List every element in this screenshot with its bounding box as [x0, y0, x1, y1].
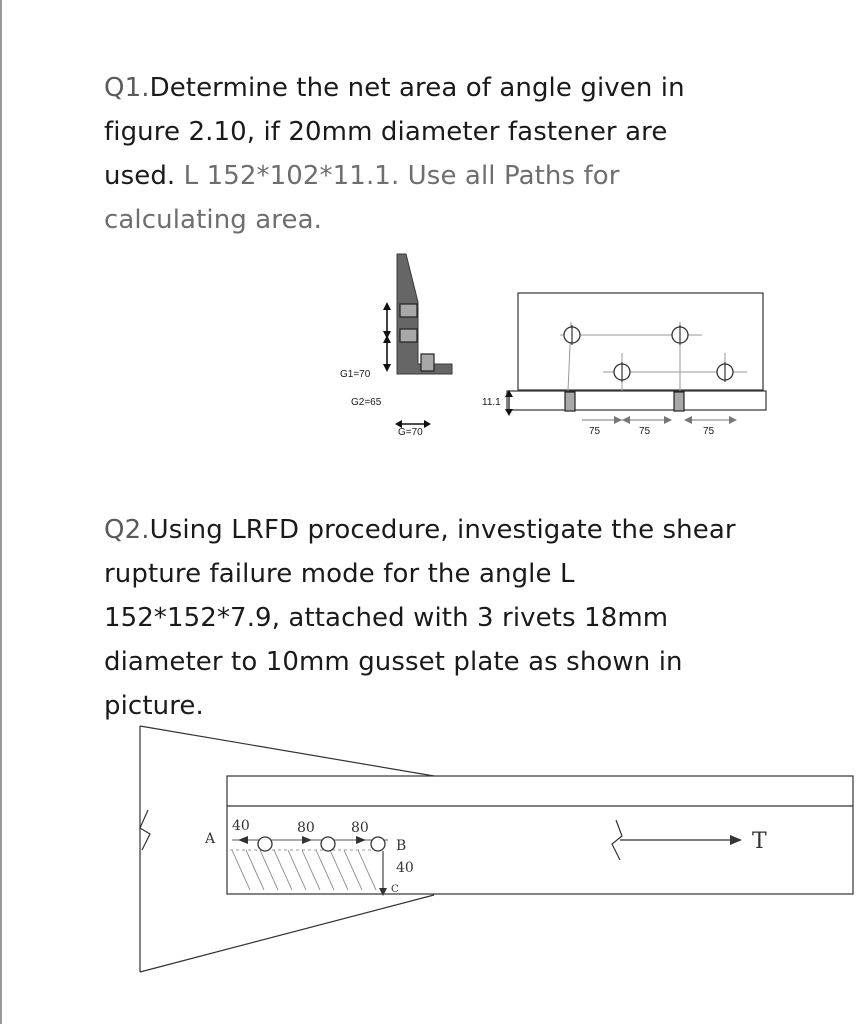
- figure-1-angle-diagram: [0, 240, 858, 450]
- point-a-label: A: [205, 831, 216, 847]
- arrow-head: [729, 416, 737, 424]
- point-b-label: B: [396, 838, 407, 854]
- shear-hatch: [232, 850, 376, 890]
- break-mark-left: [140, 810, 150, 850]
- arrow-head: [356, 836, 366, 844]
- gusset-edge: [140, 726, 434, 776]
- edge-bolt-2: [674, 392, 684, 411]
- thickness-label: 11.1: [482, 397, 501, 408]
- arrow-head: [383, 335, 391, 343]
- edge-distance-2-label: 40: [396, 860, 414, 876]
- g1-label: G1=70: [340, 369, 371, 380]
- load-label: T: [752, 829, 767, 854]
- question-1: [104, 66, 744, 242]
- bolt-2: [400, 329, 417, 342]
- question-2-text: Using LRFD procedure, investigate the shear rupture failure mode for the angle L 152*152*7.9, attached with 3 rivets 18mm diameter to 10mm gusset plate as shown in picture.: [104, 515, 736, 721]
- plate-edge-strip: [507, 391, 766, 410]
- question-1-section-text: L 152*102*11.1. Use all Paths for calculating area.: [104, 161, 620, 235]
- g3-label: G=70: [398, 427, 423, 438]
- arrow-head: [505, 409, 513, 416]
- arrow-head: [424, 420, 431, 428]
- arrow-head: [383, 364, 391, 372]
- arrow-head: [730, 835, 742, 845]
- arrow-head: [684, 416, 692, 424]
- question-2: [104, 508, 754, 728]
- gusset-edge: [140, 895, 434, 972]
- arrow-head: [379, 888, 387, 896]
- rivet-hole: [321, 837, 335, 851]
- pitch-1-label: 80: [297, 820, 315, 836]
- arrow-head: [383, 302, 391, 310]
- edge-bolt-1: [565, 392, 575, 411]
- bolt-1: [400, 304, 417, 317]
- rivet-hole: [258, 837, 272, 851]
- pitch-label-2: 75: [639, 426, 651, 437]
- question-1-text: Determine the net area of angle given in figure 2.10, if 20mm diameter fastener are used.: [104, 73, 685, 191]
- pitch-label-1: 75: [589, 426, 601, 437]
- question-1-number: Q1.: [104, 73, 150, 103]
- arrow-head: [238, 836, 248, 844]
- question-2-number: Q2.: [104, 515, 150, 545]
- bolt-3: [421, 354, 434, 371]
- arrow-head: [622, 416, 630, 424]
- figure-2-gusset-diagram: [0, 720, 858, 1020]
- pitch-2-label: 80: [351, 820, 369, 836]
- g2-label: G2=65: [351, 397, 382, 408]
- pitch-label-3: 75: [703, 426, 715, 437]
- edge-distance-label: 40: [232, 818, 250, 834]
- rivet-hole: [371, 837, 385, 851]
- arrow-head: [302, 836, 312, 844]
- point-c-label: C: [391, 884, 399, 895]
- arrow-head: [614, 416, 622, 424]
- arrow-head: [664, 416, 672, 424]
